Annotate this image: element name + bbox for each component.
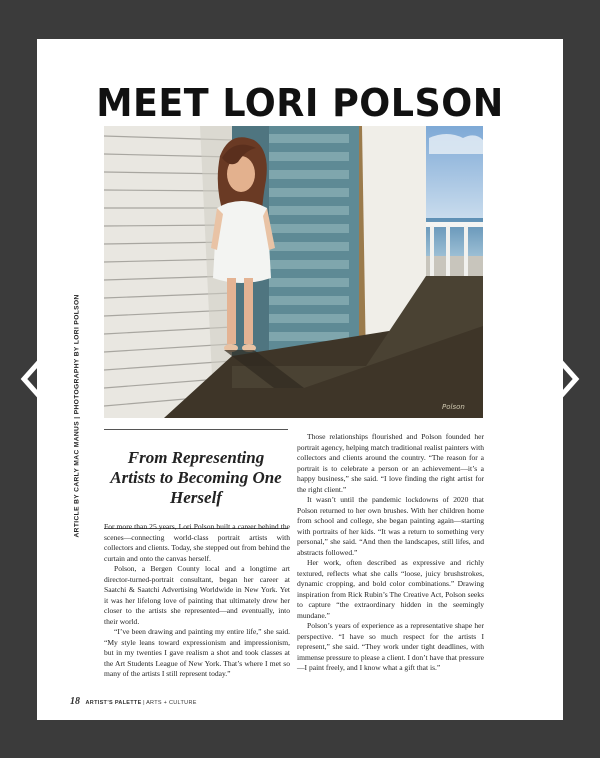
body-column-right xyxy=(297,432,484,674)
chevron-right-icon xyxy=(552,357,582,401)
painting-image xyxy=(104,126,483,418)
paragraph: Those relationships flourished and Polson founded her portrait agency, helping match traditional realist painters with collectors and clients around the country. “The reason for a portrait is to celebrate a person or an achievement—it’s a happy business,” she said. “I love finding the right artist for the right client.” xyxy=(297,432,484,494)
paragraph: Her work, often described as expressive and richly textured, reflects what she calls “loose, juicy brushstrokes, dynamic cropping, and bold color combinations.” Drawing inspiration from Rick Rubin’s The Creative Act, Polson seeks to capture “the extraordinary hidden in the seemingly mundane.” xyxy=(297,558,484,620)
article-credit: ARTICLE BY CARLY MAC MANUS | PHOTOGRAPHY BY LORI POLSON xyxy=(73,294,81,538)
paragraph: It wasn’t until the pandemic lockdowns of 2020 that Polson returned to her own brushes. With her children home from school and college, she began painting again—starting with portraits of her kids. “It was a return to something very personal,” she said. “And then the landscapes, still lifes, and abstracts followed.” xyxy=(297,495,484,557)
page-number: 18 xyxy=(70,696,80,707)
footer-separator: | xyxy=(143,700,145,706)
paragraph: Polson’s years of experience as a representative shape her perspective. “I have so much respect for the artists I represent,” she said. “They work under tight deadlines, with immense pressure to please a client. I don’t have that pressure—I paint freely, and I know what a gift that is.” xyxy=(297,621,485,672)
article-subtitle: From Representing Artists to Becoming One Herself xyxy=(110,448,282,507)
previous-page-button[interactable] xyxy=(18,357,48,401)
article-title: MEET LORI POLSON xyxy=(96,81,504,125)
paragraph: For more than 25 years, Lori Polson built a career behind the scenes—connecting world-class portrait artists with collectors and clients. Today, she stepped out from behind the curtain and onto the canvas herself. xyxy=(104,522,290,563)
paragraph: Polson, a Bergen County local and a longtime art director-turned-portrait consultant, began her career at Saatchi & Saatchi Advertising Worldwide in New York. Yet it was her lifelong love of painting that ultimately drew her closer to the artists she represented—and eventually, into their world. xyxy=(104,564,290,626)
subtitle-block xyxy=(104,429,288,529)
painting-signature: Polson xyxy=(442,403,465,411)
chevron-left-icon xyxy=(18,357,48,401)
body-column-left xyxy=(104,522,290,680)
subtitle-rule-top xyxy=(104,429,288,430)
page-footer xyxy=(70,696,197,707)
paragraph: “I’ve been drawing and painting my entire life,” she said. “My style leans toward expressionism and impressionism, but in my twenties I gave realism a shot and took classes at the Art Students League of New York. That’s where I met so many of the artists I still represent today.” xyxy=(104,627,290,678)
section-name: ARTS + CULTURE xyxy=(146,700,197,706)
magazine-page xyxy=(37,39,563,720)
next-page-button[interactable] xyxy=(552,357,582,401)
publication-name: ARTIST’S PALETTE xyxy=(85,700,142,706)
